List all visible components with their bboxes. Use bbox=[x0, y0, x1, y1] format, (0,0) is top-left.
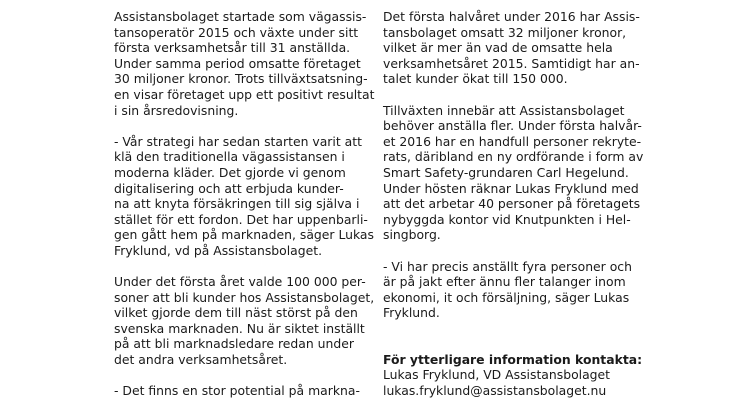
text-line: svenska marknaden. Nu är siktet inställt bbox=[114, 320, 365, 336]
text-line: moderna kläder. Det gjorde vi genom bbox=[114, 164, 346, 180]
text-line: 30 miljoner kronor. Trots tillväxtsatsning- bbox=[114, 71, 368, 87]
text-line: et 2016 har en handfull personer rekryte- bbox=[383, 133, 642, 149]
text-line: digitalisering och att erbjuda kunder- bbox=[114, 180, 344, 196]
text-line: i sin årsredovisning. bbox=[114, 102, 239, 118]
text-line: tansbolaget omsatt 32 miljoner kronor, bbox=[383, 24, 627, 40]
text-line: vilket är mer än vad de omsatte hela bbox=[383, 40, 613, 56]
paragraph-first-year bbox=[114, 274, 382, 368]
text-line: första verksamhetsår till 31 anställda. bbox=[114, 40, 351, 56]
text-line: Assistansbolaget startade som vägassis- bbox=[114, 9, 367, 24]
text-line: Under hösten räknar Lukas Fryklund med bbox=[383, 180, 639, 196]
text-line: Det första halvåret under 2016 har Assis- bbox=[383, 9, 640, 24]
text-line: talet kunder ökat till 150 000. bbox=[383, 71, 568, 87]
text-line: Fryklund, vd på Assistansbolaget. bbox=[114, 242, 323, 258]
text-line: behöver anställa fler. Under första halvår- bbox=[383, 118, 642, 134]
text-line: klä den traditionella vägassistansen i bbox=[114, 149, 345, 165]
contact-email[interactable]: lukas.fryklund@assistansbolaget.nu bbox=[383, 383, 607, 399]
text-line: på att bli marknadsledare redan under bbox=[114, 336, 354, 352]
contact-heading: För ytterligare information kontakta: bbox=[383, 351, 643, 367]
text-line: verksamhetsåret 2015. Samtidigt har an- bbox=[383, 55, 640, 71]
left-column bbox=[114, 9, 382, 414]
text-line: Smart Safety-grundaren Carl Hegelund. bbox=[383, 164, 629, 180]
text-line: soner att bli kunder hos Assistansbolaget, bbox=[114, 289, 375, 305]
contact-block bbox=[383, 352, 651, 399]
text-line: na att knyta försäkringen till sig själva i bbox=[114, 196, 360, 212]
paragraph-potential-quote bbox=[114, 383, 382, 399]
text-line: - Det finns en stor potential på markna- bbox=[114, 383, 360, 399]
right-column bbox=[383, 9, 651, 414]
paragraph-first-half-2016 bbox=[383, 9, 651, 87]
text-line: är på jakt efter ännu fler talanger inom bbox=[383, 274, 626, 290]
text-line: att det arbetar 40 personer på företagets bbox=[383, 196, 641, 212]
paragraph-strategy-quote bbox=[114, 134, 382, 259]
text-line: ekonomi, it och försäljning, säger Lukas bbox=[383, 289, 630, 305]
text-line: rats, däribland en ny ordförande i form av bbox=[383, 149, 644, 165]
text-line: en visar företaget upp ett positivt resultat bbox=[114, 86, 375, 102]
text-line: stället för ett fordon. Det har uppenbarli- bbox=[114, 211, 368, 227]
text-line: Fryklund. bbox=[383, 305, 440, 321]
text-line: gen gått hem på marknaden, säger Lukas bbox=[114, 227, 374, 243]
text-line: nybyggda kontor vid Knutpunkten i Hel- bbox=[383, 211, 631, 227]
text-line: det andra verksamhetsåret. bbox=[114, 352, 288, 368]
paragraph-hiring-quote bbox=[383, 259, 651, 321]
paragraph-growth-hiring bbox=[383, 103, 651, 243]
text-line: Under det första året valde 100 000 per- bbox=[114, 274, 366, 290]
text-line: Tillväxten innebär att Assistansbolaget bbox=[383, 102, 625, 118]
paragraph-company-start bbox=[114, 9, 382, 118]
text-line: tansoperatör 2015 och växte under sitt bbox=[114, 24, 359, 40]
text-line: vilket gjorde dem till näst störst på den bbox=[114, 305, 358, 321]
text-line: singborg. bbox=[383, 227, 441, 243]
contact-name: Lukas Fryklund, VD Assistansbolaget bbox=[383, 367, 611, 383]
text-line: - Vår strategi har sedan starten varit att bbox=[114, 133, 362, 149]
text-line: - Vi har precis anställt fyra personer och bbox=[383, 258, 632, 274]
text-line: Under samma period omsatte företaget bbox=[114, 55, 361, 71]
